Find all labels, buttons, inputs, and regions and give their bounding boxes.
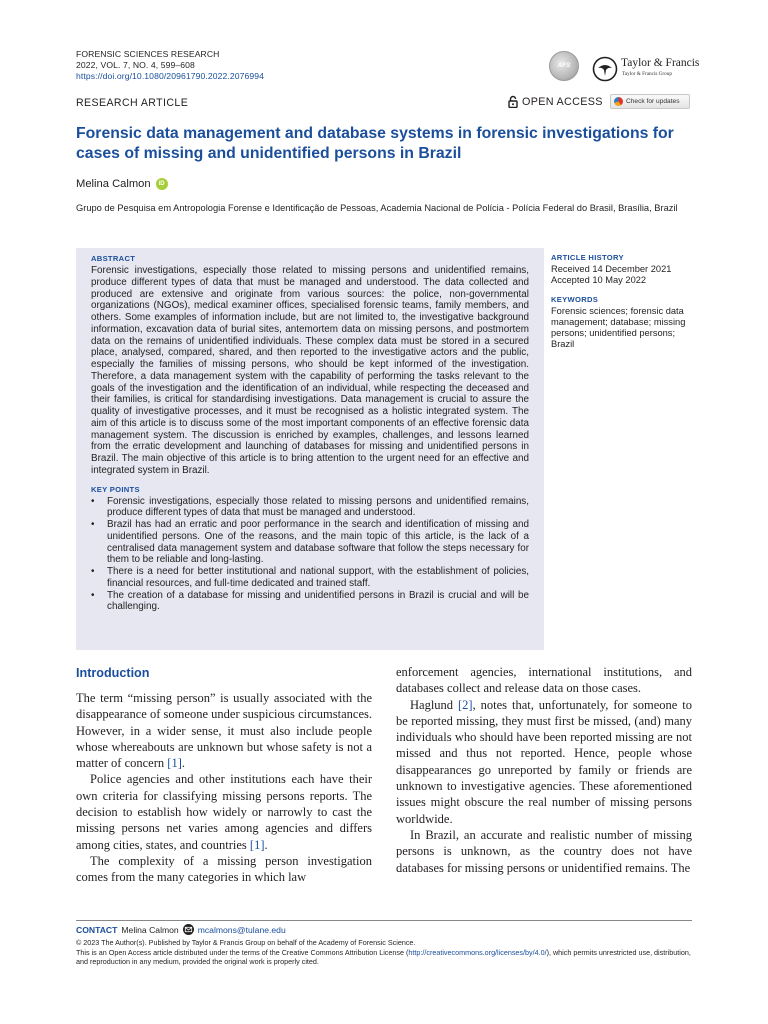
check-updates-button[interactable] — [610, 94, 690, 109]
body-paragraph: The complexity of a missing person investigation comes from the many categories in which law — [76, 853, 372, 885]
email-icon — [183, 924, 194, 935]
contact-line — [76, 924, 286, 935]
citation-link[interactable]: [1] — [249, 837, 265, 852]
publisher-group: Taylor & Francis Group — [622, 71, 672, 77]
check-updates-label: Check for updates — [626, 98, 680, 105]
keywords-text: Forensic sciences; forensic data management; database; missing persons; unidentified persons; Brazil — [551, 306, 686, 349]
paragraph-text: The term “missing person” is usually associated with the disappearance of someone under suspicious circumstances. However, in a wider sense, it must also include people whose whereabouts are unknown but whose safety is not a matter of concern — [76, 691, 372, 771]
doi-link[interactable]: https://doi.org/10.1080/20961790.2022.2076994 — [76, 71, 264, 81]
body-column-right — [396, 664, 692, 876]
open-access-label: OPEN ACCESS — [522, 95, 603, 108]
author-name: Melina Calmon — [76, 178, 151, 190]
paragraph-text: . — [181, 756, 185, 771]
license-part: This is an Open Access article distributed under the terms of the Creative Commons Attribution License ( — [76, 947, 409, 957]
paragraph-text: . — [264, 837, 268, 852]
open-access-badge — [508, 95, 603, 108]
journal-issue: 2022, VOL. 7, NO. 4, 599–608 — [76, 60, 195, 70]
key-point-item: • There is a need for better institutional and national support, with the establishment of policies, financial resources, and full-time dedicated and trained staff. — [91, 566, 529, 590]
key-points-heading: KEY POINTS — [91, 484, 140, 494]
body-column-left — [76, 664, 372, 886]
society-logo-text: AFS — [557, 62, 571, 69]
paragraph-text: Police agencies and other institutions each have their own criteria for classifying missing persons reports. The decision to establish how widely or narrowly to cast the missing persons net varies among agencies and differs among cities, states, and countries — [76, 772, 372, 852]
article-sidebar — [551, 253, 696, 350]
body-paragraph: enforcement agencies, international institutions, and databases collect and release data on those cases. — [396, 665, 692, 696]
lock-icon — [508, 95, 518, 108]
license-part: ), which permits unrestricted use, distribution, and reproduction in any medium, provided the original work is properly cited. — [76, 947, 691, 966]
orcid-icon[interactable]: iD — [156, 178, 168, 190]
citation-link[interactable]: [1] — [167, 756, 182, 771]
citation-link[interactable]: [2] — [458, 697, 473, 712]
abstract-text: Forensic investigations, especially those related to missing persons and unidentified remains, produce different types of data that must be managed and understood. The data collected and produced are extensive and originate from various sources: the police, non-governmental organizations (NGOs), medical examiner offices, specialised forensic teams, family members, and others. Some examples of information include, but are not limited to, the investigative background information, excavation data of burial sites, antemortem data on missing persons, and postmortem data on the remains of unidentified individuals. These complex data must be stored in a secured place, analysed, compared, shared, and then reported to the investigative actors and the public, especially the families of missing persons, who should be kept informed of the investigation. Therefore, a data management system with the capability of performing the tasks relevant to the goals of the investigation and the identification of an individual, while respecting the deceased and their families, is critical for standardising investigations. Data management is crucial to assure the quality of investigative processes, and it must be recognised as a holistic integrated system. The aim of this article is to discuss some of the most important components of an effective forensic data management system. The discussion is enriched by examples, challenges, and lessons learned from the erratic development and launching of databases for missing and unidentified persons in Brazil. The main objective of this article is to bring attention to the urgent need for an effective and integrated system in Brazil. — [91, 265, 529, 476]
keywords-heading: KEYWORDS — [551, 295, 599, 304]
key-point-item: • The creation of a database for missing and unidentified persons in Brazil is crucial and will be challenging. — [91, 590, 529, 614]
journal-info — [76, 49, 264, 82]
paragraph-text: Haglund — [410, 697, 458, 712]
body-paragraph: In Brazil, an accurate and realistic number of missing persons is unknown, as the country does not have databases for missing persons or unidentified remains. The — [396, 827, 692, 875]
key-point-item: • Brazil has had an erratic and poor performance in the search and identification of missing and unidentified persons. One of the reasons, and the main topic of this article, is the lack of a centralised data management system and database software that follow the steps necessary for them to be reliable and long-lasting. — [91, 519, 529, 566]
article-type: RESEARCH ARTICLE — [76, 97, 189, 109]
check-updates-icon — [614, 97, 623, 106]
legal-notice — [76, 938, 692, 967]
copyright-text: © 2023 The Author(s). Published by Taylor & Francis Group on behalf of the Academy of Forensic Science. — [76, 938, 416, 947]
section-heading-introduction: Introduction — [76, 666, 150, 680]
license-link[interactable]: http://creativecommons.org/licenses/by/4.0/ — [408, 947, 547, 957]
body-paragraph — [396, 697, 692, 827]
contact-email-link[interactable]: mcalmons@tulane.edu — [197, 924, 286, 935]
taylor-francis-logo-icon — [592, 56, 618, 82]
article-history-heading: ARTICLE HISTORY — [551, 253, 624, 262]
author-line — [76, 178, 168, 190]
body-paragraph — [76, 690, 372, 771]
footer-divider — [76, 920, 692, 921]
contact-label: CONTACT — [76, 924, 118, 935]
key-points-list — [91, 496, 529, 614]
abstract-box — [76, 248, 544, 650]
body-paragraph — [76, 771, 372, 852]
journal-name: FORENSIC SCIENCES RESEARCH — [76, 49, 220, 59]
received-date: Received 14 December 2021 — [551, 264, 672, 274]
paragraph-text: , notes that, unfortunately, for someone to be reported missing, they must first be missed, (and) many individuals who should have been reported missing are not missed and thus not reported. Hence, people whose disappearances go unreported by family or friends are unknown to investigative agencies. These aforementioned issues might obscure the real number of missing persons worldwide. — [396, 697, 692, 826]
contact-name: Melina Calmon — [121, 924, 179, 935]
license-text — [76, 948, 692, 967]
abstract-heading: ABSTRACT — [91, 254, 136, 263]
key-point-item: • Forensic investigations, especially those related to missing persons and unidentified remains, produce different types of data that must be managed and understood. — [91, 496, 529, 520]
publisher-name: Taylor & Francis — [621, 57, 700, 69]
author-affiliation: Grupo de Pesquisa em Antropologia Forense e Identificação de Pessoas, Academia Nacional de Polícia - Polícia Federal do Brasil, Brasília, Brazil — [76, 203, 678, 213]
article-title: Forensic data management and database systems in forensic investigations for cases of missing and unidentified persons in Brazil — [76, 125, 674, 162]
society-logo-icon — [549, 51, 579, 81]
accepted-date: Accepted 10 May 2022 — [551, 275, 647, 285]
